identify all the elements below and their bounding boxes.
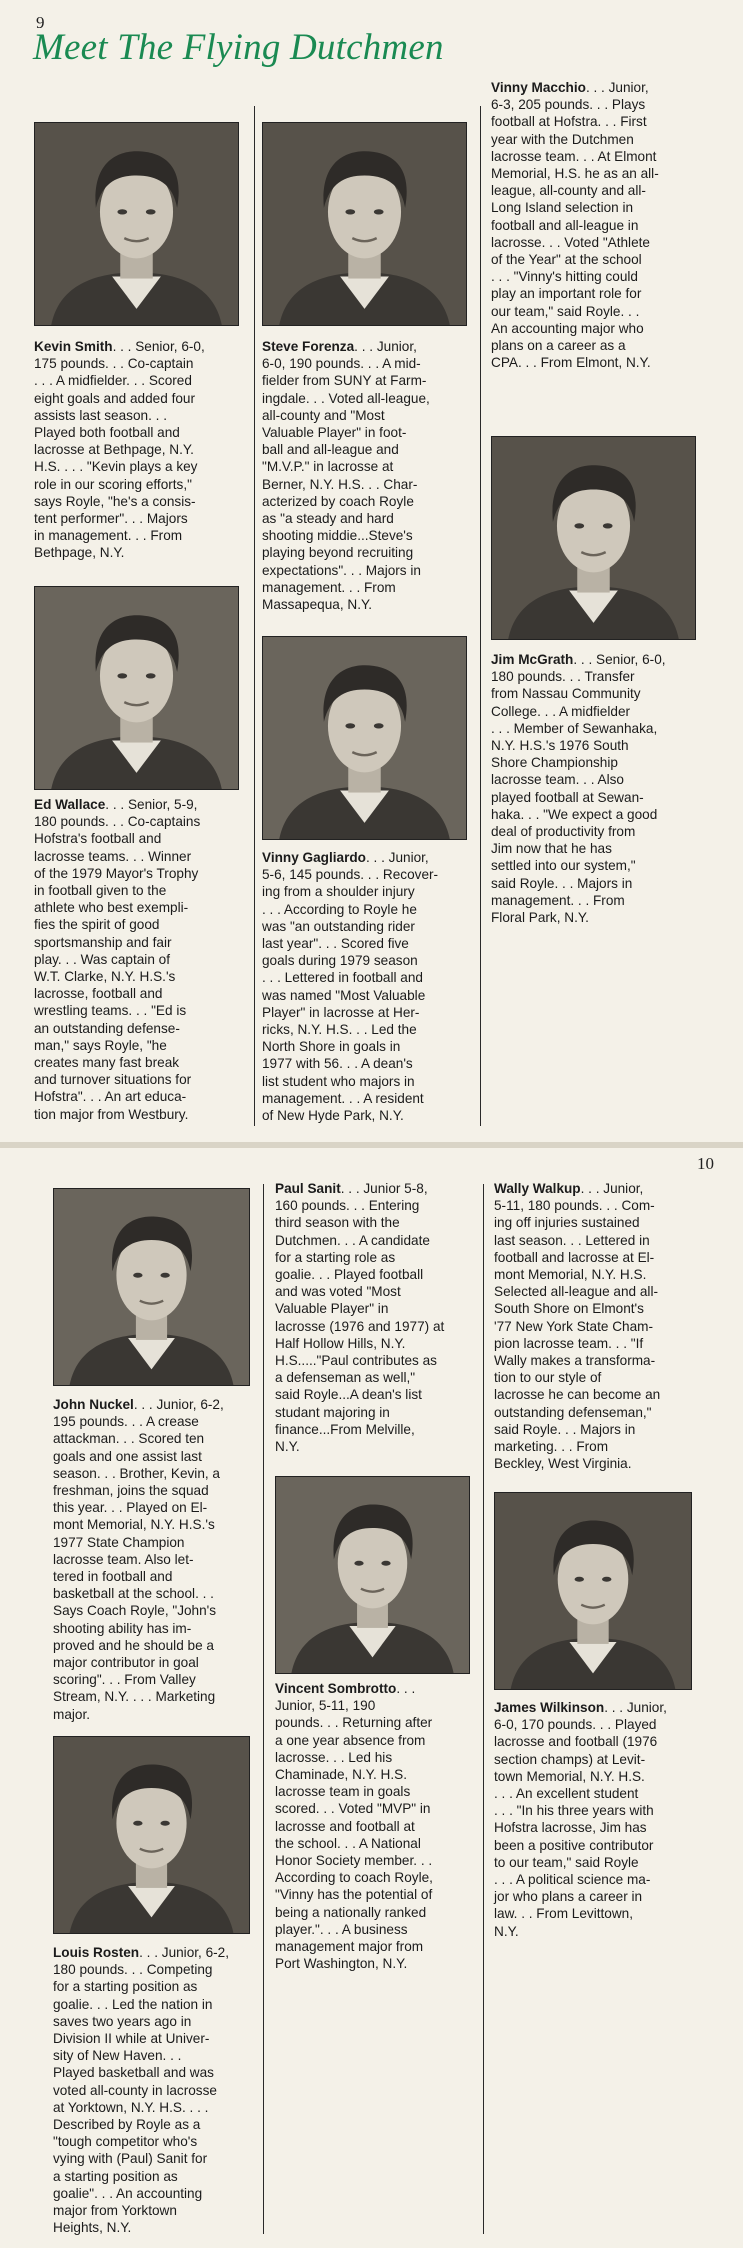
- column-rule: [480, 106, 481, 1126]
- player-bio: [262, 338, 474, 613]
- player-photo-vincent-sombrotto: [275, 1476, 470, 1674]
- player-description: . . . Junior, 6-2, 195 pounds. . . A crease attackman. . . Scored ten goals and one assist last season. . . Brother, Kevin, a freshman, joins the squad this year. . . Played on El- mont Memorial, N.Y. H.S.'s 1977 State Champion lacrosse team. Also let- tered in football and basketball at the school. . . Says Coach Royle, "John's shooting ability has im- proved and he should be a major contributor in goal scoring". . . From Valley Stream, N.Y. . . . Marketing major.: [53, 1397, 224, 1722]
- player-bio: [494, 1699, 709, 1940]
- player-photo-ed-wallace: [34, 586, 239, 790]
- portrait-image: [263, 123, 466, 325]
- portrait-image: [495, 1493, 691, 1689]
- player-description: . . . Junior, 5-6, 145 pounds. . . Recover- ing from a shoulder injury . . . According to Royle he was "an outstanding rider last year". . . Scored five goals during 1979 season . . . Lettered in football and was named "Most Valuable Player" in lacrosse at Her- ricks, N.Y. H.S. . . Led the North Shore in goals in 1977 with 56. . . A dean's list student who majors in management. . . A resident of New Hyde Park, N.Y.: [262, 850, 439, 1124]
- portrait-image: [35, 587, 238, 789]
- player-description: . . . Senior, 6-0, 175 pounds. . . Co-captain . . . A midfielder. . . Scored eight goals and added four assists last season. . . Played both football and lacrosse at Bethpage, N.Y. H.S. . . . "Kevin plays a key role in our scoring efforts," says Royle, "he's a consis- tent performer". . . Majors in management. . . From Bethpage, N.Y.: [34, 339, 205, 561]
- player-bio: [494, 1180, 709, 1472]
- player-bio: [275, 1680, 480, 1972]
- column-rule: [263, 1184, 264, 2234]
- portrait-image: [54, 1189, 249, 1385]
- player-description: . . . Senior, 6-0, 180 pounds. . . Transfer from Nassau Community College. . . A midfielder . . . Member of Sewanhaka, N.Y. H.S.'s 1976 South Shore Championship lacrosse team. . . Also played football at Sewan- haka. . . "We expect a good deal of productivity from Jim now that he has settled into our system," said Royle. . . Majors in management. . . From Floral Park, N.Y.: [491, 652, 666, 926]
- player-name: Steve Forenza: [262, 339, 355, 354]
- player-description: . . . Junior, 5-11, 180 pounds. . . Com- ing off injuries sustained last season. . . Lettered in football and lacrosse at El- mont Memorial, N.Y. H.S. Selected all-league and all- South Shore on Elmont's '77 New York State Cham- pion lacrosse team. . . "If Wally makes a transforma- tion to our style of lacrosse he can become an outstanding defenseman," said Royle. . . Majors in marketing. . . From Beckley, West Virginia.: [494, 1181, 661, 1472]
- player-name: Vinny Macchio: [491, 80, 586, 95]
- player-description: . . . Junior, 5-11, 190 pounds. . . Returning after a one year absence from lacrosse. . . Led his Chaminade, N.Y. H.S. lacrosse team in goals scored. . . Voted "MVP" in lacrosse and football at the school. . . A National Honor Society member. . . According to coach Royle, "Vinny has the potential of being a nationally ranked player.". . . A business management major from Port Washington, N.Y.: [275, 1681, 433, 1972]
- player-name: Jim McGrath: [491, 652, 574, 667]
- player-description: . . . Senior, 5-9, 180 pounds. . . Co-captains Hofstra's football and lacrosse teams. . . Winner of the 1979 Mayor's Trophy in football given to the athlete who best exempli- fies the spirit of good sportsmanship and fair play. . . Was captain of W.T. Clarke, N.Y. H.S.'s lacrosse, football and wrestling teams. . . "Ed is an outstanding defense- man," says Royle, "he creates many fast break and turnover situations for Hofstra". . . An art educa- tion major from Westbury.: [34, 797, 201, 1122]
- player-description: . . . Junior, 6-2, 180 pounds. . . Competing for a starting position as goalie. . . Led the nation in saves two years ago in Division II while at Univer- sity of New Haven. . . Played basketball and was voted all-county in lacrosse at Yorktown, N.Y. H.S. . . . Described by Royle as a "tough competitor who's vying with (Paul) Sanit for a starting position as goalie". . . An accounting major from Yorktown Heights, N.Y.: [53, 1945, 230, 2236]
- column-rule: [483, 1184, 484, 2234]
- player-name: Kevin Smith: [34, 339, 113, 354]
- player-description: . . . Junior 5-8, 160 pounds. . . Entering third season with the Dutchmen. . . A candidate for a starting role as goalie. . . Played football and was voted "Most Valuable Player" in lacrosse (1976 and 1977) at Half Hollow Hills, N.Y. H.S....."Paul contributes as a defenseman as well," said Royle...A dean's list studant majoring in finance...From Melville, N.Y.: [275, 1181, 445, 1455]
- player-name: Vincent Sombrotto: [275, 1681, 397, 1696]
- player-name: Ed Wallace: [34, 797, 106, 812]
- portrait-image: [263, 637, 466, 839]
- portrait-image: [276, 1477, 469, 1673]
- player-name: John Nuckel: [53, 1397, 134, 1412]
- player-photo-louis-rosten: [53, 1736, 250, 1934]
- player-description: . . . Junior, 6-3, 205 pounds. . . Plays football at Hofstra. . . First year with the Dutchmen lacrosse team. . . At Elmont Memorial, H.S. he as an all- league, all-county and all- Long Island selection in football and all-league in lacrosse. . . Voted "Athlete of the Year" at the school . . . "Vinny's hitting could play an important role for our team," said Royle. . . An accounting major who plans on a career as a CPA. . . From Elmont, N.Y.: [491, 80, 659, 371]
- player-photo-james-wilkinson: [494, 1492, 692, 1690]
- portrait-image: [35, 123, 238, 325]
- player-name: Paul Sanit: [275, 1181, 341, 1196]
- player-name: Louis Rosten: [53, 1945, 140, 1960]
- player-bio: [53, 1944, 261, 2236]
- player-name: James Wilkinson: [494, 1700, 605, 1715]
- player-description: . . . Junior, 6-0, 190 pounds. . . A mid- fielder from SUNY at Farm- ingdale. . . Voted all-league, all-county and "Most Valuable Player" in foot- ball and all-league and "M.V.P." in lacrosse at Berner, N.Y. H.S. . . Char- acterized by coach Royle as "a steady and hard shooting middie...Steve's playing beyond recruiting expectations". . . Majors in management. . . From Massapequa, N.Y.: [262, 339, 430, 613]
- player-bio: [275, 1180, 480, 1455]
- player-name: Wally Walkup: [494, 1181, 581, 1196]
- player-photo-john-nuckel: [53, 1188, 250, 1386]
- player-photo-jim-mcgrath: [491, 436, 696, 640]
- player-bio: [491, 651, 706, 926]
- portrait-image: [54, 1737, 249, 1933]
- player-bio: [34, 796, 244, 1123]
- player-name: Vinny Gagliardo: [262, 850, 366, 865]
- player-bio: [34, 338, 244, 562]
- player-bio: [262, 849, 474, 1124]
- player-photo-kevin-smith: [34, 122, 239, 326]
- page-number: 10: [697, 1154, 714, 1173]
- portrait-image: [492, 437, 695, 639]
- player-photo-steve-forenza: [262, 122, 467, 326]
- player-bio: [491, 79, 706, 371]
- column-rule: [254, 106, 255, 1126]
- page-number: 9: [36, 13, 45, 32]
- player-photo-vinny-gagliardo: [262, 636, 467, 840]
- page-10: [0, 1148, 743, 2248]
- page-title: Meet The Flying Dutchmen: [33, 27, 444, 68]
- player-description: . . . Junior, 6-0, 170 pounds. . . Played lacrosse and football (1976 section champs) at Levit- town Memorial, N.Y. H.S. . . . An excellent student . . . "In his three years with Hofstra lacrosse, Jim has been a positive contributor to our team," said Royle . . . A political science ma- jor who plans a career in law. . . From Levittown, N.Y.: [494, 1700, 667, 1939]
- player-bio: [53, 1396, 261, 1723]
